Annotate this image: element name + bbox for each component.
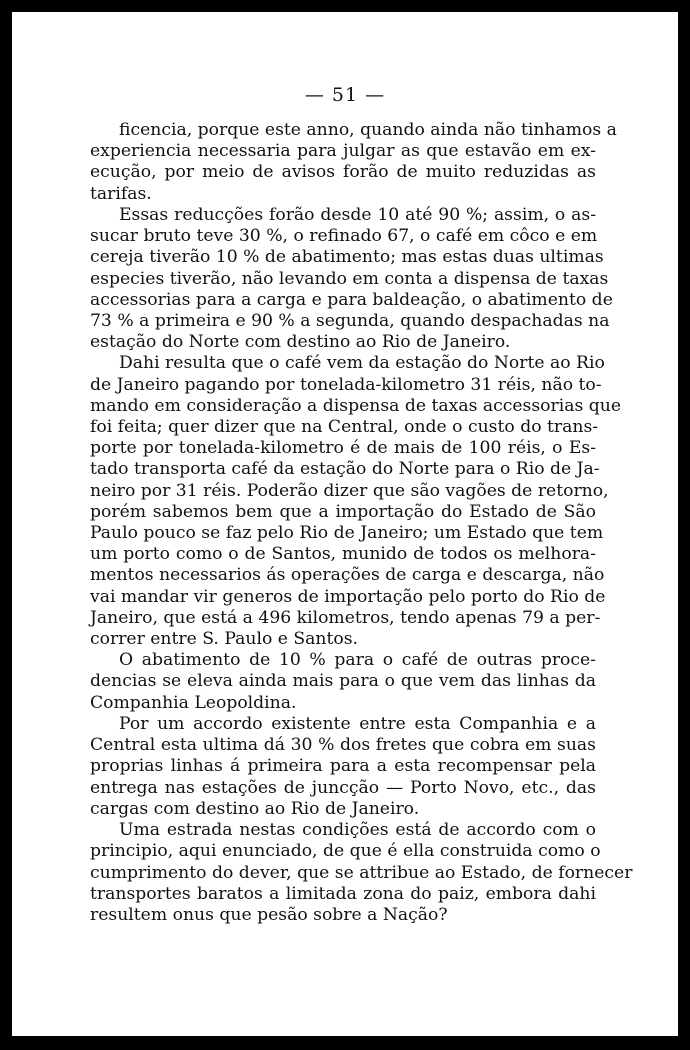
text-line: sucar bruto teve 30 %, o refinado 67, o café em côco e em [90,226,598,247]
text-line: especies tiverão, não levando em conta a dispensa de taxas [90,268,609,289]
text-line: proprias linhas á primeira para a esta recompensar pela [90,756,596,777]
text-line: Uma estrada nestas condições está de accordo com o [119,820,596,841]
text-line: tado transporta café da estação do Norte para o Rio de Ja- [90,459,600,480]
text-line: accessorias para a carga e para baldeação, o abatimento de [90,289,613,310]
text-line: porte por tonelada-kilometro é de mais de 100 réis, o Es- [90,438,596,459]
text-line: ecução, por meio de avisos forão de muito reduzidas as [90,162,596,183]
paragraph [90,714,596,820]
text-line: resultem onus que pesão sobre a Nação? [90,904,448,925]
text-line: porém sabemos bem que a importação do Estado de São [90,501,596,522]
text-line: experiencia necessaria para julgar as que estavão em ex- [90,141,596,162]
text-line: foi feita; quer dizer que na Central, onde o custo do trans- [90,417,599,437]
paragraph [90,353,622,650]
text-line: Dahi resulta que o café vem da estação do Norte ao Rio [119,353,605,374]
text-line: ficencia, porque este anno, quando ainda não tinhamos a [119,120,617,140]
text-line: cargas com destino ao Rio de Janeiro. [90,798,420,819]
page-number: — 51 — [304,84,386,106]
text-line: Central esta ultima dá 30 % dos fretes que cobra em suas [90,735,596,756]
text-line: Companhia Leopoldina. [90,692,297,713]
page-body [90,120,633,926]
text-line: mando em consideração a dispensa de taxas accessorias que [90,395,622,416]
text-line: cereja tiverão 10 % de abatimento; mas estas duas ultimas [90,247,604,268]
text-line: 73 % a primeira e 90 % a segunda, quando despachadas na [90,310,610,331]
text-line: mentos necessarios ás operações de carga e descarga, não [90,565,605,586]
text-line: tarifas. [90,183,152,204]
text-line: correr entre S. Paulo e Santos. [90,628,359,649]
text-line: vai mandar vir generos de importação pelo porto do Rio de [90,586,606,607]
text-line: estação do Norte com destino ao Rio de Janeiro. [90,332,511,353]
book-page [12,12,678,1036]
text-line: dencias se eleva ainda mais para o que vem das linhas da [90,671,596,692]
text-line: transportes baratos a limitada zona do paiz, embora dahi [90,883,596,904]
text-line: neiro por 31 réis. Poderão dizer que são vagões de retorno, [90,480,609,501]
text-line: um porto como o de Santos, munido de todos os melhora- [90,544,596,565]
text-line: cumprimento do dever, que se attribue ao Estado, de fornecer [90,862,633,883]
text-line: de Janeiro pagando por tonelada-kilometro 31 réis, não to- [90,374,602,395]
text-line: principio, aqui enunciado, de que é ella construida como o [90,841,601,862]
text-line: entrega nas estações de juncção — Porto Novo, etc., das [90,777,596,798]
text-line: O abatimento de 10 % para o café de outras proce- [119,650,596,671]
paragraph [90,204,613,353]
paragraph [90,820,633,926]
text-line: Paulo pouco se faz pelo Rio de Janeiro; um Estado que tem [90,522,604,543]
text-line: Janeiro, que está a 496 kilometros, tendo apenas 79 a per- [90,607,601,628]
paragraph [90,650,596,714]
text-line: Essas reducções forão desde 10 até 90 %; assim, o as- [119,204,596,225]
paragraph [90,120,617,205]
text-line: Por um accordo existente entre esta Companhia e a [119,714,596,734]
